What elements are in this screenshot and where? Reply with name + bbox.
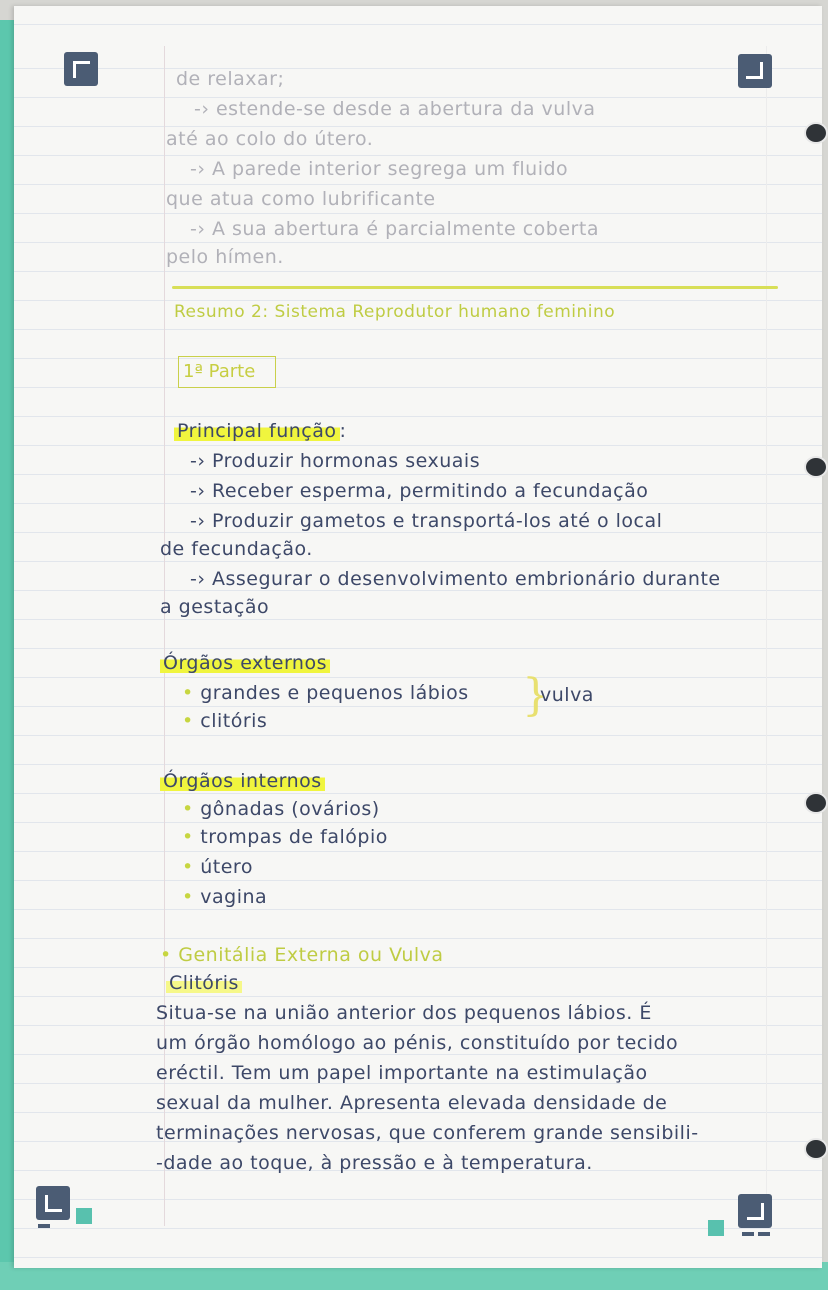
faded-line-2: -› estende-se desde a abertura da vulva xyxy=(194,98,596,120)
corner-bracket-icon xyxy=(738,54,772,88)
clitoris-heading: Clitóris xyxy=(166,972,242,994)
funcao-item-3-cont: de fecundação. xyxy=(160,538,313,560)
brace-icon: } xyxy=(522,670,550,721)
clitoris-line-6: -dade ao toque, à pressão e à temperatura. xyxy=(156,1152,593,1174)
orgaos-externos-heading: Órgãos externos xyxy=(160,652,330,674)
faded-line-4: -› A parede interior segrega um fluido xyxy=(190,158,569,180)
interno-item-2: • trompas de falópio xyxy=(182,826,388,848)
interno-item-1: • gônadas (ovários) xyxy=(182,798,380,820)
binder-hole-icon xyxy=(804,1138,828,1160)
interno-item-3: • útero xyxy=(182,856,253,878)
binder-hole-icon xyxy=(804,456,828,478)
clitoris-line-4: sexual da mulher. Apresenta elevada densidade de xyxy=(156,1092,668,1114)
funcao-item-1: -› Produzir hormonas sexuais xyxy=(190,450,481,472)
binder-hole-icon xyxy=(804,792,828,814)
funcao-item-4-cont: a gestação xyxy=(160,596,270,618)
externo-item-1: • grandes e pequenos lábios xyxy=(182,682,469,704)
corner-bracket-icon xyxy=(36,1186,70,1220)
right-margin-line xyxy=(766,46,767,1226)
clitoris-line-5: terminações nervosas, que conferem grande sensibili- xyxy=(156,1122,699,1144)
teal-square-mark xyxy=(76,1208,92,1224)
principal-funcao-heading: Principal função : xyxy=(174,420,346,442)
funcao-item-2: -› Receber esperma, permitindo a fecundação xyxy=(190,480,649,502)
interno-item-4: • vagina xyxy=(182,886,268,908)
corner-bracket-icon xyxy=(64,52,98,86)
genitalia-heading: • Genitália Externa ou Vulva xyxy=(160,944,444,966)
faded-line-1: de relaxar; xyxy=(176,68,285,90)
faded-line-7: pelo hímen. xyxy=(166,246,284,268)
funcao-item-3: -› Produzir gametos e transportá-los até o local xyxy=(190,510,663,532)
corner-mark xyxy=(758,1232,770,1236)
orgaos-internos-heading: Órgãos internos xyxy=(160,770,325,792)
binder-hole-icon xyxy=(804,122,828,144)
corner-bracket-icon xyxy=(738,1194,772,1228)
faded-line-6: -› A sua abertura é parcialmente coberta xyxy=(190,218,599,240)
summary-title: Resumo 2: Sistema Reprodutor humano feminino xyxy=(174,302,616,322)
clitoris-line-3: eréctil. Tem um papel importante na estimulação xyxy=(156,1062,648,1084)
funcao-item-4: -› Assegurar o desenvolvimento embrionário durante xyxy=(190,568,721,590)
externo-item-2: • clitóris xyxy=(182,710,268,732)
vulva-label: vulva xyxy=(540,684,594,706)
teal-square-mark xyxy=(708,1220,724,1236)
section-divider xyxy=(172,286,778,289)
faded-line-3: até ao colo do útero. xyxy=(166,128,374,150)
corner-mark xyxy=(38,1224,50,1228)
clitoris-line-2: um órgão homólogo ao pénis, constituído por tecido xyxy=(156,1032,679,1054)
part-label: 1ª Parte xyxy=(178,356,276,388)
clitoris-line-1: Situa-se na união anterior dos pequenos lábios. É xyxy=(156,1002,652,1024)
corner-mark xyxy=(742,1232,754,1236)
faded-line-5: que atua como lubrificante xyxy=(166,188,436,210)
notebook-page xyxy=(14,6,822,1268)
